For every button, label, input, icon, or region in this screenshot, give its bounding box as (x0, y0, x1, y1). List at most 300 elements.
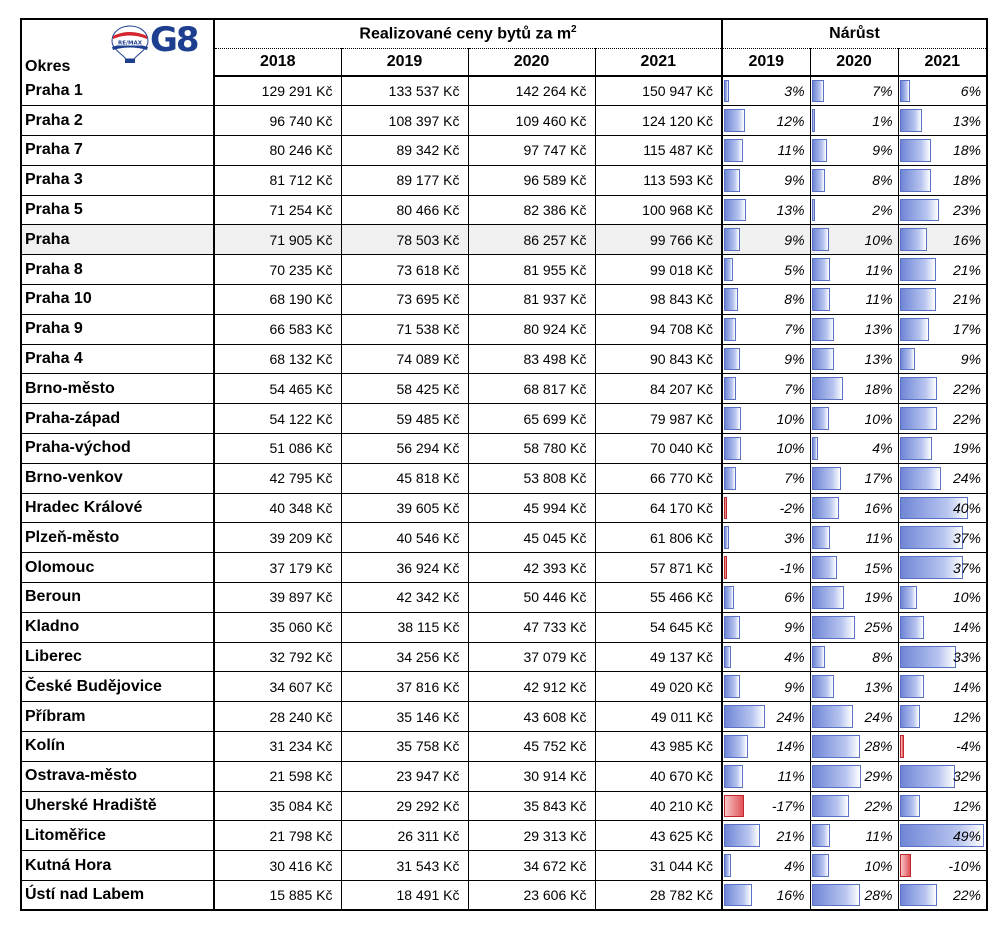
price-cell: 68 190 Kč (214, 285, 341, 315)
table-row (21, 702, 987, 732)
price-cell: 84 207 Kč (595, 374, 722, 404)
price-cell: 142 264 Kč (468, 76, 595, 106)
growth-value: 32% (952, 768, 982, 785)
price-cell: 35 084 Kč (214, 791, 341, 821)
growth-cell (898, 285, 987, 315)
price-cell: 80 246 Kč (214, 136, 341, 166)
price-cell: 64 170 Kč (595, 493, 722, 523)
district-name: Litoměřice (21, 821, 214, 851)
price-cell: 71 905 Kč (214, 225, 341, 255)
growth-bar (724, 705, 765, 728)
price-cell: 81 955 Kč (468, 255, 595, 285)
growth-value: 12% (952, 708, 982, 725)
district-name: Liberec (21, 642, 214, 672)
growth-bar (724, 109, 745, 132)
district-name: Brno-město (21, 374, 214, 404)
growth-value: 6% (784, 589, 805, 606)
growth-bar (900, 258, 936, 281)
growth-bar (812, 497, 840, 520)
growth-cell (810, 672, 898, 702)
growth-value: 23% (952, 202, 982, 219)
growth-cell (722, 225, 810, 255)
price-cell: 99 018 Kč (595, 255, 722, 285)
growth-value: 22% (952, 410, 982, 427)
growth-cell (810, 702, 898, 732)
growth-bar (900, 437, 933, 460)
growth-bar (812, 258, 831, 281)
table-row (21, 732, 987, 762)
price-cell: 37 179 Kč (214, 553, 341, 583)
growth-value: 3% (784, 529, 805, 546)
growth-value: 18% (952, 142, 982, 159)
growth-cell (810, 434, 898, 464)
price-cell: 45 994 Kč (468, 493, 595, 523)
growth-value: 13% (864, 321, 893, 338)
table-row (21, 851, 987, 881)
growth-value: 6% (960, 83, 982, 100)
growth-cell (810, 165, 898, 195)
growth-cell (810, 225, 898, 255)
growth-value: 18% (952, 172, 982, 189)
district-name: Praha (21, 225, 214, 255)
growth-cell (898, 76, 987, 106)
growth-value: -1% (779, 559, 805, 576)
growth-bar (724, 824, 760, 847)
column-header-growth-2021: 2021 (898, 49, 987, 77)
growth-cell (722, 106, 810, 136)
growth-cell (722, 255, 810, 285)
growth-bar (724, 646, 731, 669)
growth-bar (812, 288, 831, 311)
growth-bar (724, 169, 740, 192)
growth-cell (722, 612, 810, 642)
price-cell: 37 079 Kč (468, 642, 595, 672)
growth-bar (900, 228, 928, 251)
growth-bar (812, 109, 815, 132)
growth-value: 9% (784, 678, 805, 695)
price-cell: 96 589 Kč (468, 165, 595, 195)
price-cell: 94 708 Kč (595, 314, 722, 344)
growth-cell (898, 672, 987, 702)
price-cell: 26 311 Kč (341, 821, 468, 851)
growth-bar-negative (724, 795, 744, 818)
g8-brand-text: G8 (150, 20, 198, 60)
price-cell: 71 254 Kč (214, 195, 341, 225)
growth-bar (900, 139, 931, 162)
price-cell: 100 968 Kč (595, 195, 722, 225)
table-row (21, 76, 987, 106)
growth-cell (810, 642, 898, 672)
growth-bar (812, 705, 853, 728)
table-row (21, 672, 987, 702)
price-cell: 124 120 Kč (595, 106, 722, 136)
price-cell: 31 044 Kč (595, 851, 722, 881)
price-cell: 99 766 Kč (595, 225, 722, 255)
growth-cell (810, 821, 898, 851)
price-cell: 98 843 Kč (595, 285, 722, 315)
growth-bar (724, 407, 741, 430)
growth-cell (810, 255, 898, 285)
table-row (21, 612, 987, 642)
price-cell: 40 210 Kč (595, 791, 722, 821)
district-name: Praha 1 (21, 76, 214, 106)
growth-cell (898, 106, 987, 136)
growth-bar (724, 854, 731, 877)
price-cell: 113 593 Kč (595, 165, 722, 195)
growth-value: 14% (776, 738, 805, 755)
price-cell: 78 503 Kč (341, 225, 468, 255)
growth-value: 22% (864, 798, 893, 815)
growth-cell (722, 195, 810, 225)
price-cell: 66 770 Kč (595, 463, 722, 493)
growth-value: -4% (956, 738, 982, 755)
price-cell: 150 947 Kč (595, 76, 722, 106)
growth-bar (724, 139, 743, 162)
district-name: Kladno (21, 612, 214, 642)
price-cell: 40 670 Kč (595, 761, 722, 791)
growth-cell (722, 642, 810, 672)
growth-cell (722, 165, 810, 195)
growth-value: 4% (872, 440, 893, 457)
price-cell: 23 606 Kč (468, 881, 595, 911)
growth-cell (810, 881, 898, 911)
growth-cell (810, 344, 898, 374)
growth-cell (722, 732, 810, 762)
growth-bar (900, 377, 938, 400)
growth-value: 33% (952, 649, 982, 666)
table-body (21, 76, 987, 910)
district-name: Praha 9 (21, 314, 214, 344)
growth-cell (898, 136, 987, 166)
growth-value: 29% (864, 768, 893, 785)
growth-bar (724, 467, 736, 490)
table-row (21, 881, 987, 911)
growth-cell (810, 374, 898, 404)
growth-cell (898, 165, 987, 195)
district-name: Plzeň-město (21, 523, 214, 553)
growth-value: 15% (864, 559, 893, 576)
price-cell: 15 885 Kč (214, 881, 341, 911)
price-cell: 108 397 Kč (341, 106, 468, 136)
column-header-growth-2020: 2020 (810, 49, 898, 77)
growth-value: 9% (960, 351, 982, 368)
price-cell: 54 122 Kč (214, 404, 341, 434)
growth-value: 11% (865, 827, 893, 844)
price-cell: 49 020 Kč (595, 672, 722, 702)
growth-value: 8% (872, 172, 893, 189)
growth-cell (898, 881, 987, 911)
growth-bar (812, 616, 855, 639)
growth-bar (724, 288, 738, 311)
growth-value: 9% (784, 619, 805, 636)
growth-bar (812, 318, 834, 341)
growth-bar (900, 318, 929, 341)
price-cell: 58 425 Kč (341, 374, 468, 404)
growth-cell (722, 314, 810, 344)
growth-bar (812, 377, 843, 400)
growth-bar (812, 437, 819, 460)
growth-value: 22% (952, 887, 982, 904)
growth-bar (900, 646, 957, 669)
growth-cell (810, 553, 898, 583)
growth-cell (810, 195, 898, 225)
growth-cell (898, 612, 987, 642)
growth-value: 17% (864, 470, 893, 487)
growth-bar (812, 199, 815, 222)
price-cell: 30 914 Kč (468, 761, 595, 791)
price-cell: 39 605 Kč (341, 493, 468, 523)
growth-value: 10% (864, 231, 893, 248)
growth-cell (898, 255, 987, 285)
price-cell: 57 871 Kč (595, 553, 722, 583)
growth-cell (898, 583, 987, 613)
growth-value: 10% (864, 857, 893, 874)
district-name: Ostrava-město (21, 761, 214, 791)
growth-cell (722, 702, 810, 732)
district-name: Ústí nad Labem (21, 881, 214, 911)
growth-cell (898, 404, 987, 434)
price-cell: 45 045 Kč (468, 523, 595, 553)
growth-bar (724, 437, 741, 460)
price-cell: 32 792 Kč (214, 642, 341, 672)
growth-value: 18% (864, 380, 893, 397)
apartment-price-table (20, 18, 988, 911)
price-cell: 70 040 Kč (595, 434, 722, 464)
growth-value: 10% (864, 410, 893, 427)
price-cell: 68 817 Kč (468, 374, 595, 404)
growth-bar (724, 377, 736, 400)
district-name: Uherské Hradiště (21, 791, 214, 821)
growth-value: 49% (952, 827, 982, 844)
growth-cell (898, 314, 987, 344)
growth-value: -10% (948, 857, 982, 874)
price-cell: 58 780 Kč (468, 434, 595, 464)
growth-bar (724, 675, 740, 698)
growth-value: 11% (777, 768, 805, 785)
price-cell: 45 818 Kč (341, 463, 468, 493)
growth-bar (812, 80, 824, 102)
growth-value: 19% (952, 440, 982, 457)
district-name: Brno-venkov (21, 463, 214, 493)
price-cell: 54 465 Kč (214, 374, 341, 404)
growth-bar (900, 705, 921, 728)
growth-bar (812, 795, 850, 818)
price-cell: 38 115 Kč (341, 612, 468, 642)
growth-value: 7% (784, 321, 805, 338)
growth-value: 19% (864, 589, 893, 606)
growth-bar (812, 586, 845, 609)
price-cell: 73 618 Kč (341, 255, 468, 285)
price-cell: 40 546 Kč (341, 523, 468, 553)
price-cell: 42 342 Kč (341, 583, 468, 613)
growth-cell (810, 314, 898, 344)
price-cell: 90 843 Kč (595, 344, 722, 374)
table-row (21, 225, 987, 255)
growth-bar (900, 795, 921, 818)
growth-value: 24% (952, 470, 982, 487)
growth-bar (812, 556, 838, 579)
growth-cell (898, 702, 987, 732)
district-name: Praha 3 (21, 165, 214, 195)
growth-value: 12% (952, 798, 982, 815)
remax-small-text: RE/MAX (118, 40, 142, 47)
growth-cell (898, 761, 987, 791)
growth-cell (722, 76, 810, 106)
growth-value: 4% (784, 649, 805, 666)
growth-cell (898, 821, 987, 851)
price-cell: 54 645 Kč (595, 612, 722, 642)
price-cell: 70 235 Kč (214, 255, 341, 285)
growth-bar (812, 407, 829, 430)
growth-value: 16% (864, 500, 893, 517)
growth-cell (722, 285, 810, 315)
growth-bar (812, 765, 862, 788)
growth-bar (900, 616, 924, 639)
growth-cell (810, 136, 898, 166)
growth-cell (810, 791, 898, 821)
growth-cell (898, 791, 987, 821)
price-cell: 36 924 Kč (341, 553, 468, 583)
table-row (21, 255, 987, 285)
growth-bar (724, 735, 748, 758)
growth-cell (898, 225, 987, 255)
growth-bar (724, 258, 733, 281)
growth-cell (722, 434, 810, 464)
growth-cell (722, 344, 810, 374)
growth-cell (810, 732, 898, 762)
growth-value: 24% (864, 708, 893, 725)
price-cell: 51 086 Kč (214, 434, 341, 464)
price-cell: 96 740 Kč (214, 106, 341, 136)
table-row (21, 165, 987, 195)
price-cell: 34 607 Kč (214, 672, 341, 702)
growth-value: -2% (779, 500, 805, 517)
table-row (21, 195, 987, 225)
price-cell: 29 292 Kč (341, 791, 468, 821)
growth-value: 40% (952, 500, 982, 517)
growth-value: 13% (864, 678, 893, 695)
price-cell: 42 795 Kč (214, 463, 341, 493)
growth-value: 21% (952, 261, 982, 278)
balloon-logo-icon (108, 24, 152, 64)
district-name: Praha 5 (21, 195, 214, 225)
district-name: Praha-východ (21, 434, 214, 464)
growth-cell (722, 493, 810, 523)
growth-value: 10% (952, 589, 982, 606)
growth-cell (898, 732, 987, 762)
column-header-okres: Okres (21, 19, 214, 76)
growth-value: 16% (776, 887, 805, 904)
growth-cell (898, 851, 987, 881)
growth-cell (810, 106, 898, 136)
price-cell: 35 843 Kč (468, 791, 595, 821)
price-cell: 34 256 Kč (341, 642, 468, 672)
growth-cell (810, 523, 898, 553)
price-cell: 31 234 Kč (214, 732, 341, 762)
price-cell: 89 177 Kč (341, 165, 468, 195)
price-cell: 82 386 Kč (468, 195, 595, 225)
price-cell: 49 137 Kč (595, 642, 722, 672)
growth-value: 7% (872, 83, 893, 100)
growth-value: 25% (864, 619, 893, 636)
table-row (21, 106, 987, 136)
growth-bar (812, 526, 831, 549)
column-header-2021: 2021 (595, 49, 722, 77)
growth-value: 21% (776, 827, 805, 844)
table-row (21, 493, 987, 523)
growth-cell (722, 136, 810, 166)
growth-cell (722, 791, 810, 821)
growth-value: 28% (864, 738, 893, 755)
growth-bar (900, 80, 910, 102)
price-table-sheet (20, 18, 986, 911)
growth-cell (898, 195, 987, 225)
table-row (21, 463, 987, 493)
price-cell: 21 598 Kč (214, 761, 341, 791)
price-cell: 23 947 Kč (341, 761, 468, 791)
column-header-growth-2019: 2019 (722, 49, 810, 77)
growth-bar (812, 139, 828, 162)
price-cell: 47 733 Kč (468, 612, 595, 642)
price-cell: 53 808 Kč (468, 463, 595, 493)
growth-bar (724, 318, 736, 341)
price-cell: 97 747 Kč (468, 136, 595, 166)
price-cell: 109 460 Kč (468, 106, 595, 136)
price-cell: 37 816 Kč (341, 672, 468, 702)
growth-value: 9% (784, 231, 805, 248)
price-cell: 65 699 Kč (468, 404, 595, 434)
growth-bar (724, 586, 734, 609)
growth-bar-negative (724, 497, 727, 520)
table-row (21, 523, 987, 553)
growth-cell (722, 374, 810, 404)
growth-cell (722, 672, 810, 702)
growth-bar (724, 80, 729, 102)
district-name: Hradec Králové (21, 493, 214, 523)
growth-bar (900, 884, 938, 906)
column-header-2020: 2020 (468, 49, 595, 77)
price-cell: 42 912 Kč (468, 672, 595, 702)
growth-value: -17% (771, 798, 805, 815)
growth-bar (724, 765, 743, 788)
growth-value: 24% (776, 708, 805, 725)
growth-cell (898, 493, 987, 523)
growth-bar (812, 646, 826, 669)
price-cell: 50 446 Kč (468, 583, 595, 613)
growth-bar-negative (900, 854, 912, 877)
district-name: Kolín (21, 732, 214, 762)
growth-value: 10% (776, 440, 805, 457)
district-name: Olomouc (21, 553, 214, 583)
price-cell: 66 583 Kč (214, 314, 341, 344)
growth-cell (722, 583, 810, 613)
table-row (21, 821, 987, 851)
growth-bar (812, 467, 841, 490)
price-cell: 89 342 Kč (341, 136, 468, 166)
growth-value: 8% (872, 649, 893, 666)
price-cell: 49 011 Kč (595, 702, 722, 732)
growth-cell (810, 493, 898, 523)
growth-bar (900, 348, 916, 371)
growth-cell (898, 553, 987, 583)
growth-value: 14% (952, 619, 982, 636)
district-name: Praha 7 (21, 136, 214, 166)
growth-bar (900, 765, 955, 788)
group-header-prices: Realizované ceny bytů za $m^2$ (214, 19, 722, 49)
price-cell: 43 625 Kč (595, 821, 722, 851)
price-cell: 28 240 Kč (214, 702, 341, 732)
growth-bar (724, 884, 752, 906)
